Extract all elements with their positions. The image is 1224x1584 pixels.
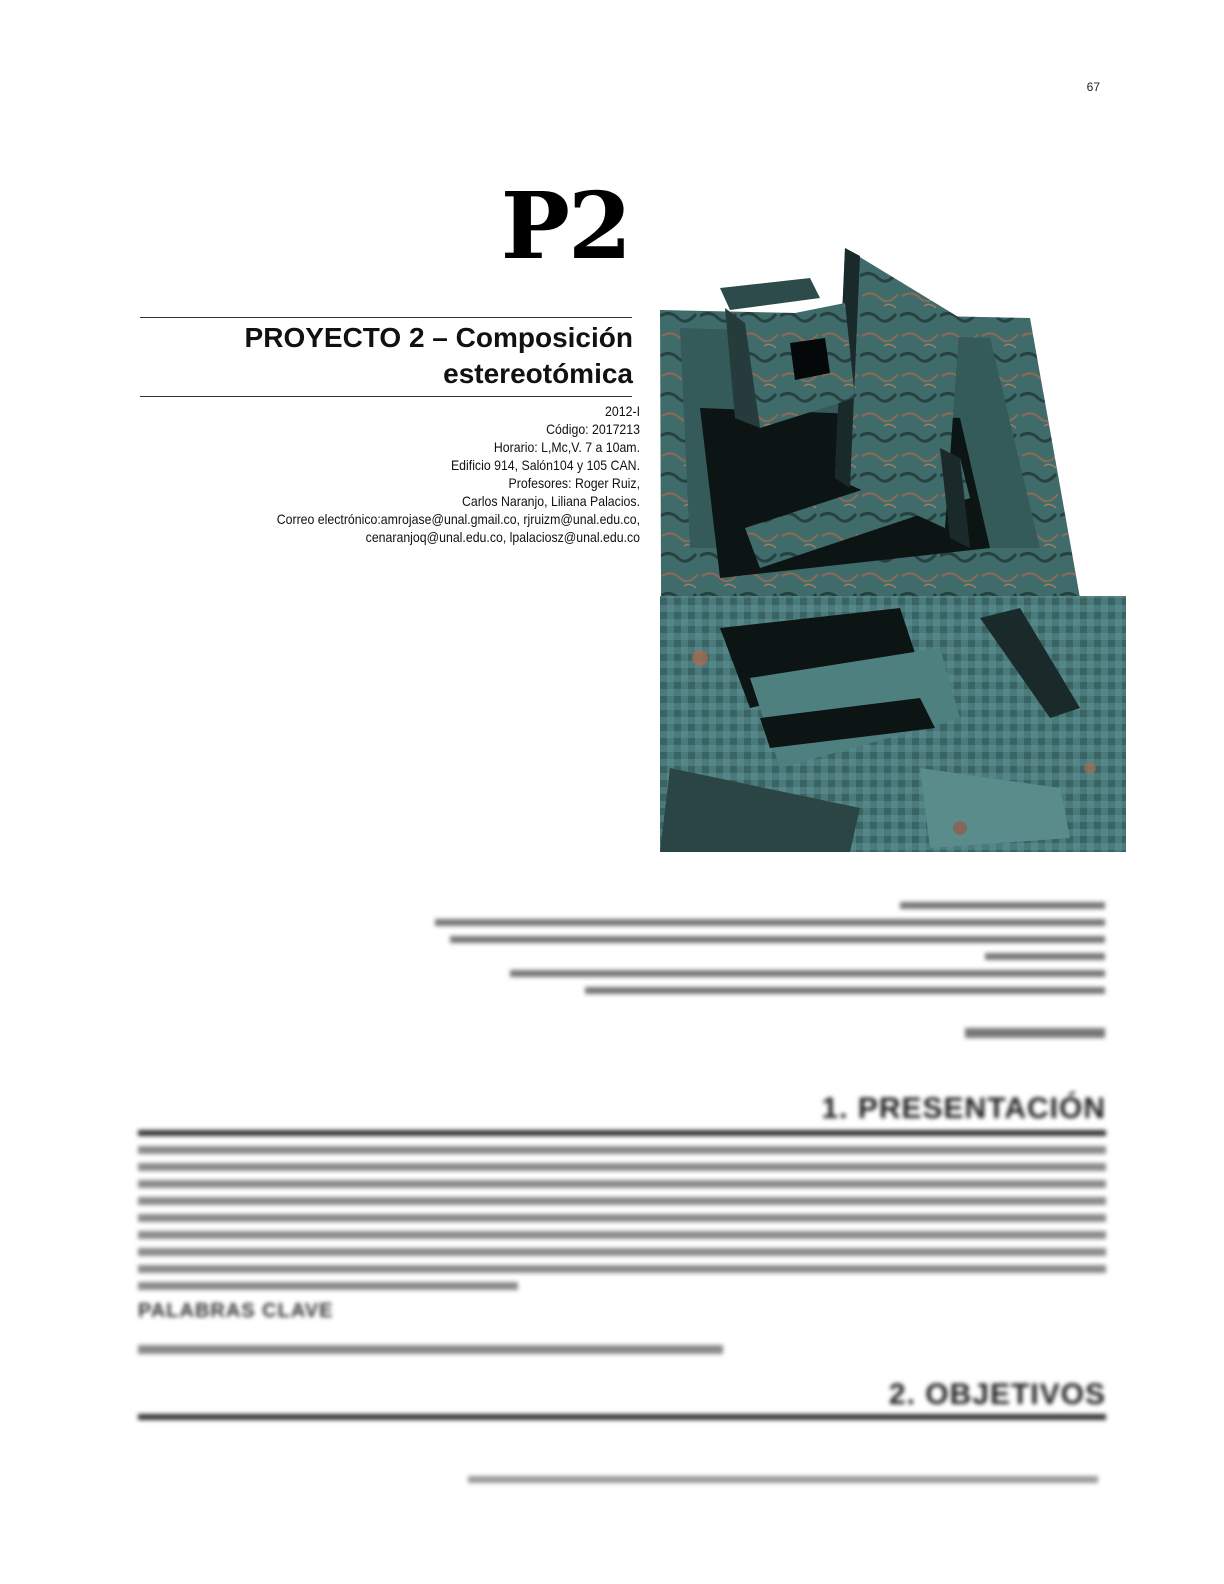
presentation-rule <box>138 1130 1106 1136</box>
location: Edificio 914, Salón104 y 105 CAN. <box>450 457 640 473</box>
professors-line-2: Carlos Naranjo, Liliana Palacios. <box>461 493 640 509</box>
presentation-heading: 1. PRESENTACIÓN <box>821 1092 1106 1125</box>
presentation-body-text <box>138 1144 1108 1290</box>
objectives-heading: 2. OBJETIVOS <box>888 1378 1106 1411</box>
schedule: Horario: L,Mc,V. 7 a 10am. <box>493 439 640 455</box>
objectives-rule <box>138 1414 1106 1420</box>
model-photo <box>660 248 1126 852</box>
project-code: P2 <box>500 172 630 280</box>
title-bottom-rule <box>140 396 632 397</box>
course-metadata <box>200 402 640 546</box>
epigraph-quote <box>420 900 1110 1050</box>
keywords-heading: PALABRAS CLAVE <box>138 1300 334 1322</box>
page-number: 67 <box>1086 80 1100 94</box>
title-top-rule <box>140 317 632 318</box>
professors-line-1: Profesores: Roger Ruiz, <box>508 475 640 491</box>
course-code: Código: 2017213 <box>546 421 640 437</box>
project-title: PROYECTO 2 – Composición estereotómica <box>244 322 633 389</box>
email-line-1: Correo electrónico:amrojase@unal.gmail.co, rjruizm@unal.edu.co, <box>276 511 640 527</box>
email-line-2: cenaranjoq@unal.edu.co, lpalaciosz@unal.edu.co <box>365 529 640 545</box>
period: 2012-I <box>605 403 640 419</box>
objectives-first-line <box>468 1472 1102 1488</box>
keywords-list <box>138 1340 738 1360</box>
